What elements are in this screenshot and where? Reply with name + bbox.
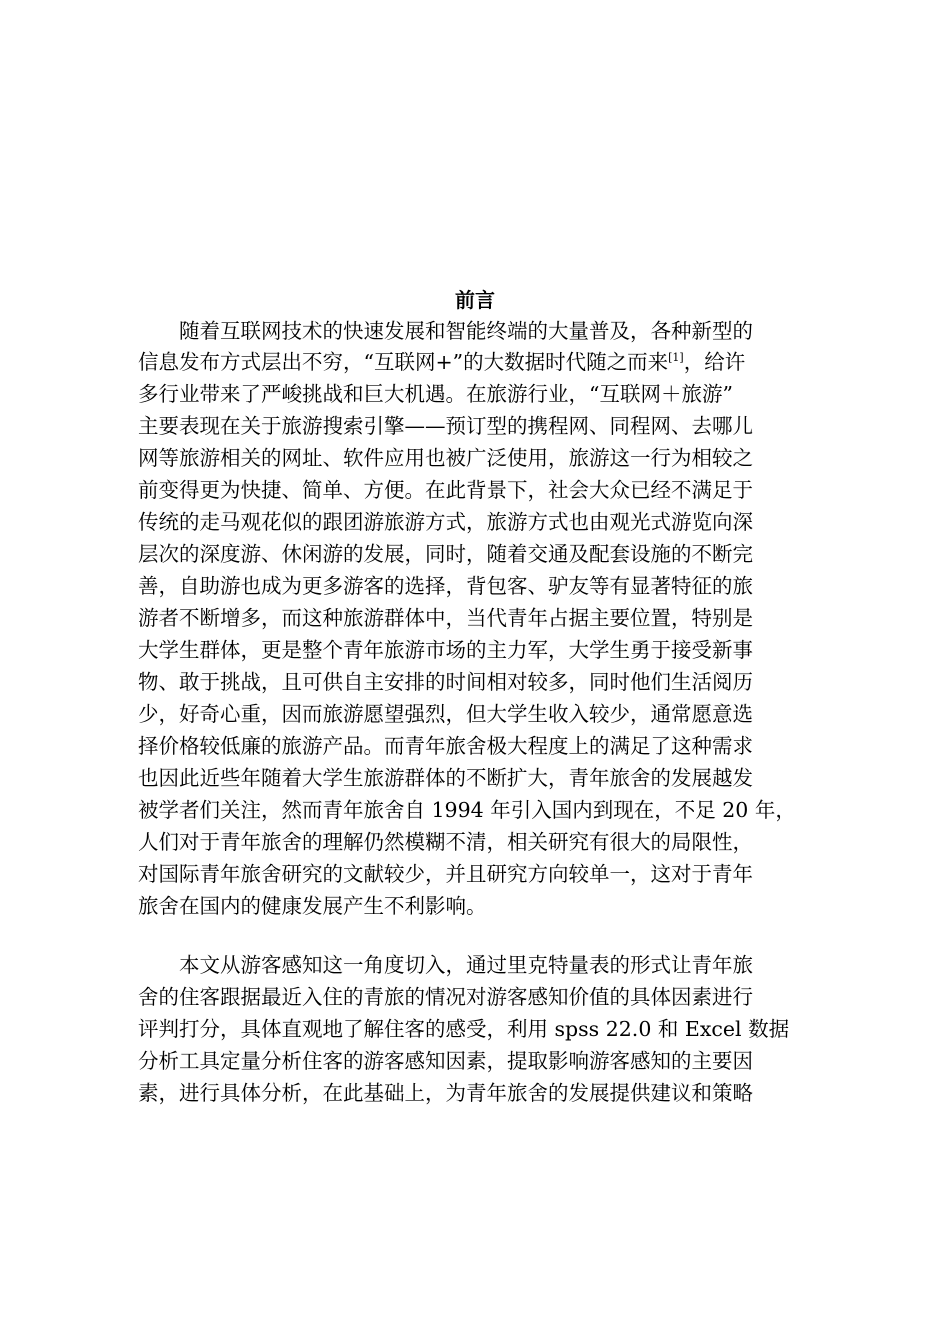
text-line — [138, 347, 745, 377]
text-line: 评判打分，具体直观地了解住客的感受，利用 spss 22.0 和 Excel 数据 — [138, 1017, 790, 1041]
text-line: 层次的深度游、休闲游的发展，同时，随着交通及配套设施的不断完 — [138, 542, 753, 566]
text-line: 素，进行具体分析，在此基础上，为青年旅舍的发展提供建议和策略 — [138, 1081, 753, 1105]
text-line: 多行业带来了严峻挑战和巨大机遇。在旅游行业，“互联网＋旅游” — [138, 382, 733, 406]
text-line: 少，好奇心重，因而旅游愿望强烈，但大学生收入较少，通常愿意选 — [138, 702, 753, 726]
text-line: 主要表现在关于旅游搜索引擎——预订型的携程网、同程网、去哪儿 — [138, 414, 753, 438]
text-segment: ，给许 — [683, 350, 746, 374]
text-line: 网等旅游相关的网址、软件应用也被广泛使用，旅游这一行为相较之 — [138, 446, 753, 470]
text-line: 分析工具定量分析住客的游客感知因素，提取影响游客感知的主要因 — [138, 1049, 753, 1073]
text-line: 也因此近些年随着大学生旅游群体的不断扩大，青年旅舍的发展越发 — [138, 766, 753, 790]
text-line: 大学生群体，更是整个青年旅游市场的主力军，大学生勇于接受新事 — [138, 638, 753, 662]
text-line: 物、敢于挑战，且可供自主安排的时间相对较多，同时他们生活阅历 — [138, 670, 753, 694]
text-line: 传统的走马观花似的跟团游旅游方式，旅游方式也由观光式游览向深 — [138, 510, 753, 534]
page-title: 前言 — [455, 288, 495, 312]
text-segment: 信息发布方式层出不穷，“互联网+”的大数据时代随之而来 — [138, 350, 669, 374]
text-line: 善，自助游也成为更多游客的选择，背包客、驴友等有显著特征的旅 — [138, 574, 753, 598]
text-line: 游者不断增多，而这种旅游群体中，当代青年占据主要位置，特别是 — [138, 606, 753, 630]
text-line: 随着互联网技术的快速发展和智能终端的大量普及，各种新型的 — [138, 319, 753, 343]
text-line: 对国际青年旅舍研究的文献较少，并且研究方向较单一，这对于青年 — [138, 862, 753, 886]
text-line: 人们对于青年旅舍的理解仍然模糊不清，相关研究有很大的局限性， — [138, 830, 753, 854]
text-line: 前变得更为快捷、简单、方便。在此背景下，社会大众已经不满足于 — [138, 478, 753, 502]
text-line: 本文从游客感知这一角度切入，通过里克特量表的形式让青年旅 — [138, 953, 753, 977]
text-line: 择价格较低廉的旅游产品。而青年旅舍极大程度上的满足了这种需求 — [138, 734, 753, 758]
citation-marker: [1] — [668, 351, 684, 365]
text-line: 舍的住客跟据最近入住的青旅的情况对游客感知价值的具体因素进行 — [138, 985, 753, 1009]
text-line: 旅舍在国内的健康发展产生不利影响。 — [138, 894, 487, 918]
text-line: 被学者们关注，然而青年旅舍自 1994 年引入国内到现在，不足 20 年， — [138, 798, 796, 822]
